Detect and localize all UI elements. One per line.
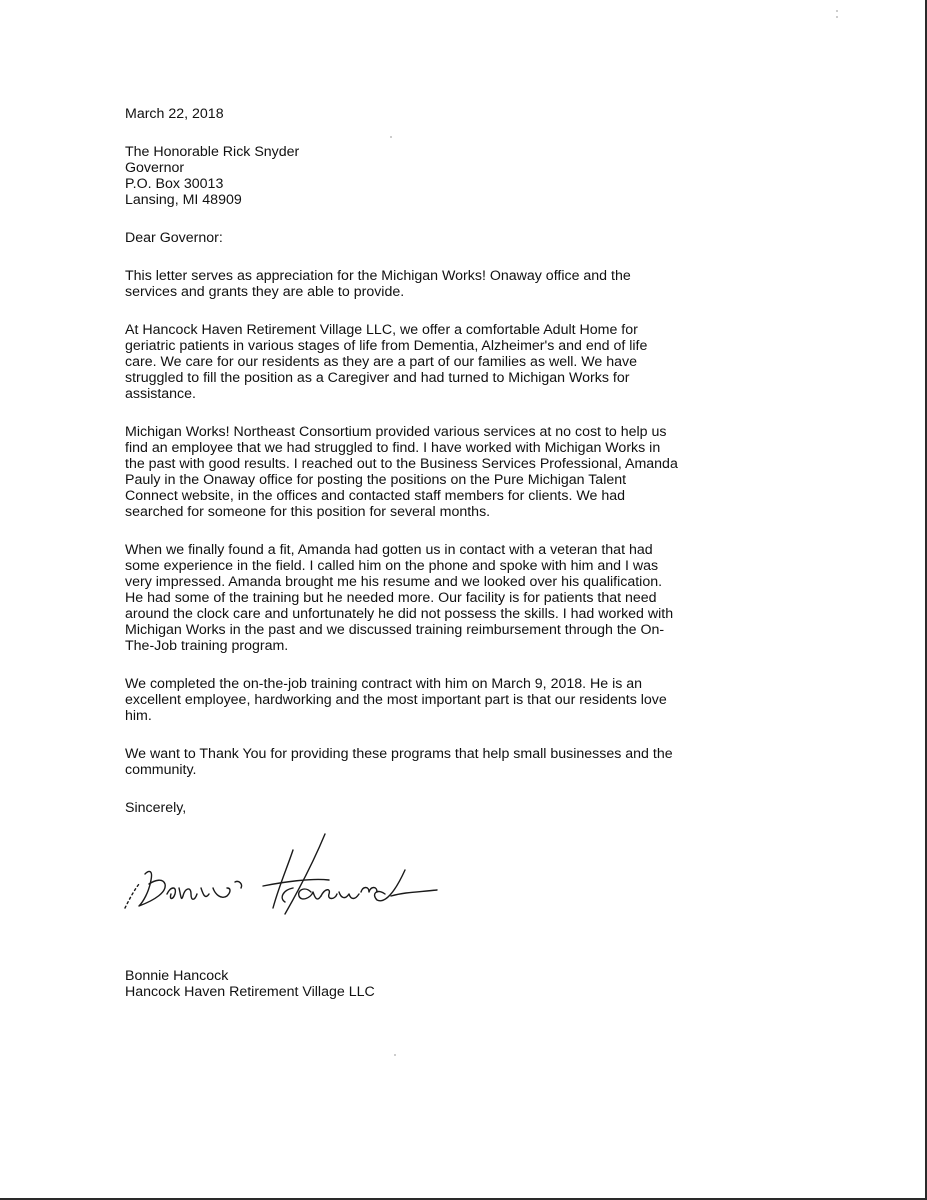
recipient-line: Lansing, MI 48909 [125, 192, 242, 208]
paragraph-line: Michigan Works! Northeast Consortium provided various services at no cost to help us [125, 424, 667, 440]
paragraph-training-complete [125, 676, 665, 724]
scan-speck [390, 136, 392, 138]
signer-name: Bonnie Hancock [125, 968, 229, 984]
paragraph-line: geriatric patients in various stages of life from Dementia, Alzheimer's and end of life [125, 338, 648, 354]
paragraph-line: services and grants they are able to provide. [125, 284, 405, 300]
paragraph-line: assistance. [125, 386, 196, 402]
paragraph-line: The-Job training program. [125, 638, 289, 654]
recipient-address [125, 144, 665, 208]
scan-speck [394, 1054, 396, 1056]
closing: Sincerely, [125, 800, 187, 816]
paragraph-line: some experience in the field. I called him on the phone and spoke with him and I was [125, 558, 659, 574]
paragraph-line: around the clock care and unfortunately he did not possess the skills. I had worked with [125, 606, 674, 622]
paragraph-services [125, 424, 678, 520]
paragraph-found-fit [125, 542, 674, 654]
paragraph-thanks [125, 746, 673, 778]
paragraph-line: We completed the on-the-job training contract with him on March 9, 2018. He is an [125, 676, 643, 692]
letter-date: March 22, 2018 [125, 106, 224, 122]
scan-speck [836, 10, 838, 12]
paragraph-appreciation [125, 268, 665, 300]
salutation: Dear Governor: [125, 230, 223, 246]
paragraph-line: excellent employee, hardworking and the most important part is that our residents love [125, 692, 667, 708]
paragraph-line: community. [125, 762, 197, 778]
handwritten-signature [115, 822, 475, 922]
paragraph-line: At Hancock Haven Retirement Village LLC, we offer a comfortable Adult Home for [125, 322, 638, 338]
paragraph-line: searched for someone for this position for several months. [125, 504, 491, 520]
paragraph-line: find an employee that we had struggled to find. I have worked with Michigan Works in [125, 440, 661, 456]
recipient-line: The Honorable Rick Snyder [125, 144, 300, 160]
paragraph-line: him. [125, 708, 152, 724]
paragraph-line: Pauly in the Onaway office for posting the positions on the Pure Michigan Talent [125, 472, 627, 488]
paragraph-line: care. We care for our residents as they are a part of our families as well. We have [125, 354, 638, 370]
paragraph-line: We want to Thank You for providing these programs that help small businesses and the [125, 746, 673, 762]
paragraph-line: This letter serves as appreciation for the Michigan Works! Onaway office and the [125, 268, 631, 284]
recipient-line: Governor [125, 160, 185, 176]
recipient-line: P.O. Box 30013 [125, 176, 224, 192]
paragraph-line: very impressed. Amanda brought me his resume and we looked over his qualification. [125, 574, 663, 590]
paragraph-about-facility [125, 322, 665, 402]
signer-block [125, 968, 375, 1000]
signer-organization: Hancock Haven Retirement Village LLC [125, 984, 375, 1000]
paragraph-line: struggled to fill the position as a Caregiver and had turned to Michigan Works for [125, 370, 630, 386]
scan-speck [836, 16, 838, 18]
paragraph-line: Connect website, in the offices and contacted staff members for clients. We had [125, 488, 625, 504]
letter-body [125, 106, 678, 816]
paragraph-line: the past with good results. I reached out to the Business Services Professional, Amanda [125, 456, 678, 472]
paragraph-line: Michigan Works in the past and we discussed training reimbursement through the On- [125, 622, 665, 638]
paragraph-line: He had some of the training but he needed more. Our facility is for patients that need [125, 590, 657, 606]
paragraph-line: When we finally found a fit, Amanda had gotten us in contact with a veteran that had [125, 542, 653, 558]
